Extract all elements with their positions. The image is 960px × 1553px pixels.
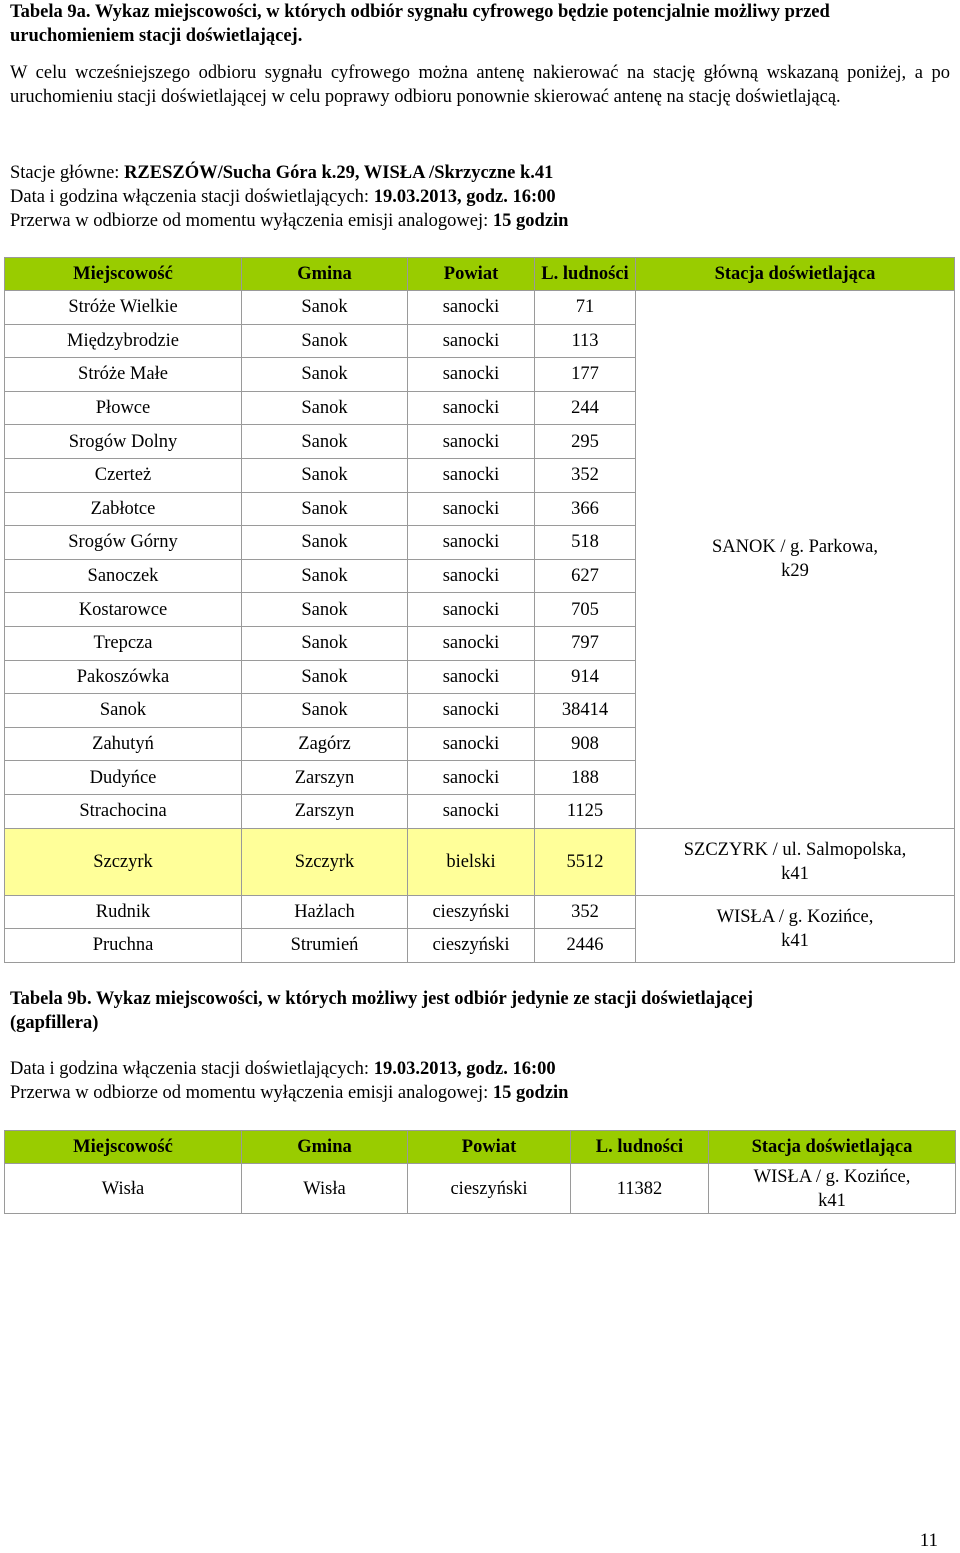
cell-ludnosc: 352 (535, 458, 636, 492)
table-9a-caption: Tabela 9a. Wykaz miejscowości, w których odbiór sygnału cyfrowego będzie potencjalnie możliwy przed uruchomieniem stacji doświetlającej. (10, 2, 830, 46)
table-9b-date-value: 19.03.2013, godz. 16:00 (373, 1059, 556, 1079)
station-szczyrk-line1: SZCZYRK / ul. Salmopolska, (683, 839, 907, 860)
header-powiat: Powiat (408, 1131, 571, 1164)
cell-powiat: sanocki (408, 425, 535, 459)
cell-miejscowosc: Stróże Małe (5, 358, 242, 392)
cell-ludnosc: 1125 (535, 794, 636, 828)
header-ludnosc: L. ludności (535, 258, 636, 291)
cell-ludnosc: 352 (535, 895, 636, 929)
cell-ludnosc: 914 (535, 660, 636, 694)
cell-miejscowosc: Międzybrodzie (5, 324, 242, 358)
cell-powiat: sanocki (408, 593, 535, 627)
cell-miejscowosc: Srogów Dolny (5, 425, 242, 459)
cell-powiat: sanocki (408, 526, 535, 560)
station-sanok (636, 291, 955, 829)
cell-ludnosc: 295 (535, 425, 636, 459)
cell-powiat: sanocki (408, 291, 535, 325)
break-duration-value: 15 godzin (492, 211, 569, 231)
table-header-row (5, 1131, 956, 1164)
cell-powiat: sanocki (408, 458, 535, 492)
cell-ludnosc: 5512 (535, 828, 636, 895)
cell-miejscowosc: Sanoczek (5, 559, 242, 593)
table-row (5, 895, 955, 929)
cell-ludnosc: 366 (535, 492, 636, 526)
cell-gmina: Sanok (242, 358, 408, 392)
cell-powiat: sanocki (408, 694, 535, 728)
station-wisla-line2: k41 (781, 930, 809, 951)
cell-ludnosc: 11382 (571, 1164, 709, 1214)
cell-gmina: Sanok (242, 324, 408, 358)
activation-date-value: 19.03.2013, godz. 16:00 (373, 187, 556, 207)
cell-ludnosc: 38414 (535, 694, 636, 728)
station-wisla-line1: WISŁA / g. Kozińce, (716, 906, 874, 927)
cell-powiat: bielski (408, 828, 535, 895)
cell-miejscowosc: Szczyrk (5, 828, 242, 895)
intro-paragraph: W celu wcześniejszego odbioru sygnału cyfrowego można antenę nakierować na stację główną wskazaną poniżej, a po uruchomieniu stacji doświetlającej w celu poprawy odbioru ponownie skierować antenę na stację doświetlającą. (10, 63, 950, 107)
cell-ludnosc: 797 (535, 626, 636, 660)
table-9b-date-line (10, 1057, 950, 1081)
cell-gmina: Sanok (242, 660, 408, 694)
cell-ludnosc: 518 (535, 526, 636, 560)
cell-miejscowosc: Sanok (5, 694, 242, 728)
cell-miejscowosc: Płowce (5, 391, 242, 425)
station-wisla-9b-line2: k41 (818, 1190, 846, 1211)
cell-gmina: Sanok (242, 458, 408, 492)
station-wisla-9b-line1: WISŁA / g. Kozińce, (753, 1166, 911, 1187)
table-9a (4, 257, 955, 963)
cell-ludnosc: 71 (535, 291, 636, 325)
cell-miejscowosc: Zabłotce (5, 492, 242, 526)
cell-miejscowosc: Trepcza (5, 626, 242, 660)
cell-gmina: Sanok (242, 694, 408, 728)
cell-ludnosc: 705 (535, 593, 636, 627)
table-9b-caption-line1: Tabela 9b. Wykaz miejscowości, w których możliwy jest odbiór jedynie ze stacji doświetlającej (10, 989, 753, 1009)
station-sanok-line1: SANOK / g. Parkowa, (712, 537, 878, 558)
table-9b-caption-line2: (gapfillera) (10, 1013, 99, 1033)
cell-gmina: Sanok (242, 291, 408, 325)
cell-powiat: cieszyński (408, 895, 535, 929)
cell-ludnosc: 113 (535, 324, 636, 358)
cell-miejscowosc: Pakoszówka (5, 660, 242, 694)
main-stations-line (10, 161, 950, 185)
cell-gmina: Zarszyn (242, 794, 408, 828)
cell-miejscowosc: Strachocina (5, 794, 242, 828)
cell-miejscowosc: Rudnik (5, 895, 242, 929)
cell-ludnosc: 2446 (535, 929, 636, 963)
cell-powiat: sanocki (408, 727, 535, 761)
cell-powiat: sanocki (408, 761, 535, 795)
cell-miejscowosc: Stróże Wielkie (5, 291, 242, 325)
cell-ludnosc: 627 (535, 559, 636, 593)
cell-powiat: sanocki (408, 626, 535, 660)
table-row-highlighted (5, 828, 955, 895)
main-stations-value: RZESZÓW/Sucha Góra k.29, WISŁA /Skrzyczne k.41 (124, 163, 554, 183)
cell-powiat: sanocki (408, 391, 535, 425)
break-duration-label: Przerwa w odbiorze od momentu wyłączenia emisji analogowej: (10, 211, 493, 231)
cell-miejscowosc: Srogów Górny (5, 526, 242, 560)
break-duration-line (10, 209, 950, 233)
cell-ludnosc: 188 (535, 761, 636, 795)
cell-powiat: sanocki (408, 358, 535, 392)
cell-ludnosc: 177 (535, 358, 636, 392)
cell-gmina: Sanok (242, 425, 408, 459)
activation-date-label: Data i godzina włączenia stacji doświetlających: (10, 187, 374, 207)
table-9b-break-line (10, 1081, 950, 1105)
main-stations-label: Stacje główne: (10, 163, 125, 183)
table-9b-break-value: 15 godzin (492, 1083, 569, 1103)
header-stacja: Stacja doświetlająca (709, 1131, 956, 1164)
header-miejscowosc: Miejscowość (5, 1131, 242, 1164)
cell-miejscowosc: Dudyńce (5, 761, 242, 795)
station-szczyrk (636, 828, 955, 895)
cell-gmina: Strumień (242, 929, 408, 963)
cell-ludnosc: 908 (535, 727, 636, 761)
cell-powiat: sanocki (408, 324, 535, 358)
table-9b-break-label: Przerwa w odbiorze od momentu wyłączenia emisji analogowej: (10, 1083, 493, 1103)
cell-gmina: Zarszyn (242, 761, 408, 795)
cell-gmina: Sanok (242, 593, 408, 627)
header-gmina: Gmina (242, 1131, 408, 1164)
cell-gmina: Sanok (242, 492, 408, 526)
cell-powiat: sanocki (408, 794, 535, 828)
cell-ludnosc: 244 (535, 391, 636, 425)
station-szczyrk-line2: k41 (781, 863, 809, 884)
cell-gmina: Wisła (242, 1164, 408, 1214)
table-9b-date-label: Data i godzina włączenia stacji doświetlających: (10, 1059, 374, 1079)
station-wisla (636, 895, 955, 962)
page-number: 11 (919, 1530, 938, 1551)
cell-powiat: sanocki (408, 660, 535, 694)
activation-date-line (10, 185, 950, 209)
cell-gmina: Sanok (242, 559, 408, 593)
cell-powiat: sanocki (408, 492, 535, 526)
cell-miejscowosc: Kostarowce (5, 593, 242, 627)
cell-gmina: Sanok (242, 391, 408, 425)
cell-powiat: sanocki (408, 559, 535, 593)
table-9b (4, 1130, 956, 1214)
header-miejscowosc: Miejscowość (5, 258, 242, 291)
cell-miejscowosc: Zahutyń (5, 727, 242, 761)
cell-gmina: Hażlach (242, 895, 408, 929)
table-header-row (5, 258, 955, 291)
header-ludnosc: L. ludności (571, 1131, 709, 1164)
table-row (5, 1164, 956, 1214)
cell-miejscowosc: Wisła (5, 1164, 242, 1214)
header-powiat: Powiat (408, 258, 535, 291)
cell-gmina: Zagórz (242, 727, 408, 761)
cell-miejscowosc: Pruchna (5, 929, 242, 963)
table-row (5, 291, 955, 325)
header-stacja: Stacja doświetlająca (636, 258, 955, 291)
station-wisla-9b (709, 1164, 956, 1214)
cell-gmina: Sanok (242, 526, 408, 560)
header-gmina: Gmina (242, 258, 408, 291)
cell-gmina: Szczyrk (242, 828, 408, 895)
cell-powiat: cieszyński (408, 1164, 571, 1214)
cell-miejscowosc: Czerteż (5, 458, 242, 492)
station-sanok-line2: k29 (781, 561, 809, 582)
cell-gmina: Sanok (242, 626, 408, 660)
cell-powiat: cieszyński (408, 929, 535, 963)
